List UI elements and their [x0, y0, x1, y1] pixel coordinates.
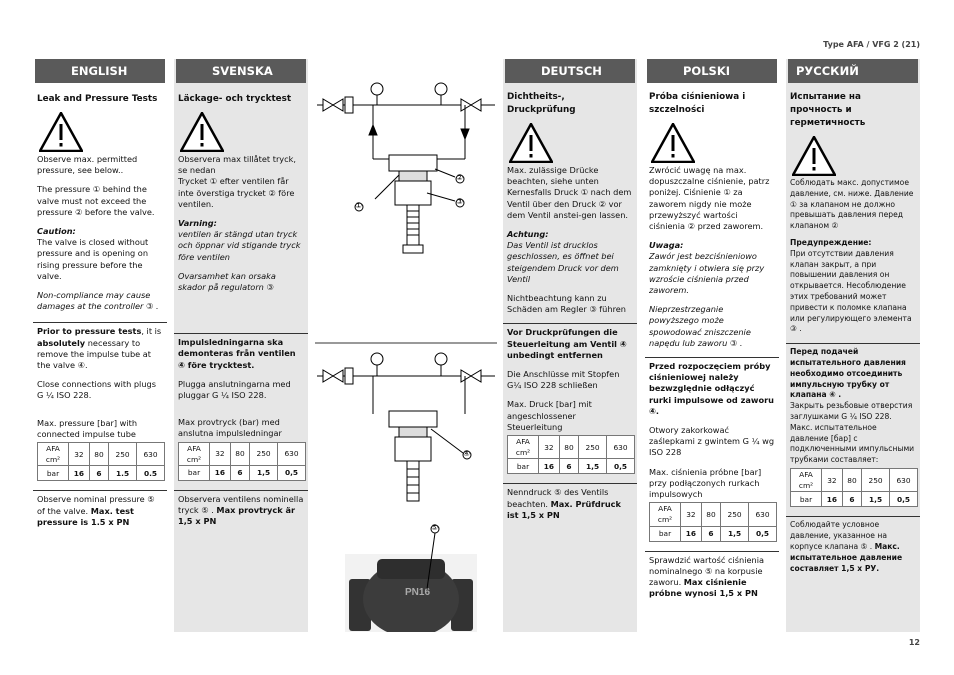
table-header-cell: AFA cm²	[791, 468, 822, 491]
paragraph: Max. Druck [bar] mit angeschlossener Steuerleitung	[507, 399, 592, 432]
callout-5: ⑤	[431, 523, 439, 532]
section-title: Испытание на прочность и герметичность	[790, 92, 866, 128]
paragraph: Nichtbeachtung kann zu Schäden am Regler ③ führen	[507, 293, 626, 315]
table-header-cell: AFA cm²	[38, 443, 69, 466]
paragraph: Plugga anslutningarna med pluggar G ¼ ISO 228.	[178, 378, 291, 401]
impulse-tube-diagram	[317, 353, 495, 501]
table-cell: 16	[539, 459, 560, 474]
pressure-table	[507, 435, 635, 474]
bold-text: Prior to pressure tests	[37, 326, 142, 337]
paragraph: The valve is closed without pressure and is opening on rising pressure before the valve.	[37, 237, 149, 281]
paragraph: Die Anschlüsse mit Stopfen G¼ ISO 228 schließen	[507, 369, 620, 391]
callout-4: ④	[463, 449, 471, 458]
table-cell: 6	[89, 466, 108, 481]
bold-text: Max ciśnienie próbne wynosi 1,5 x PN	[649, 577, 758, 599]
table-cell: 6	[842, 492, 861, 507]
table-header-cell: AFA cm²	[508, 436, 539, 459]
pn-marking: PN16	[405, 587, 431, 598]
table-header-cell: AFA cm²	[650, 503, 681, 526]
paragraph: Vor Druckprüfungen die Steuerleitung am Ventil ④ unbedingt entfernen	[507, 327, 627, 360]
caution-label: Varning:	[178, 218, 217, 229]
section-title: Próba ciśnieniowa i szczelności	[649, 92, 746, 115]
paragraph: Zawór jest bezciśnieniowo zamknięty i otwiera się przy wzroście ciśnienia przed zaworem.	[649, 251, 765, 296]
paragraph: Observera max tillåtet tryck, se nedan	[178, 154, 296, 176]
callout-2: ②	[456, 173, 464, 182]
text: , it is	[141, 326, 162, 337]
paragraph: Ovarsamhet kan orsaka skador på regulatorn ③	[178, 270, 276, 293]
table-cell: 0,5	[749, 526, 777, 541]
section-title: Läckage- och trycktest	[178, 94, 292, 104]
table-cell: 630	[278, 442, 306, 465]
table-cell: 32	[681, 503, 702, 526]
table-cell: 32	[210, 442, 231, 465]
paragraph: Observe max. permitted pressure, see below..	[37, 154, 138, 176]
pressure-test-diagram	[317, 83, 495, 253]
table-header-cell: bar	[508, 459, 539, 474]
paragraph: Trycket ① efter ventilen får inte överstiga trycket ② före ventilen.	[178, 176, 295, 209]
paragraph: Соблюдать макс. допустимое давление, см. ниже. Давление ① за клапаном не должно превышать давления перед клапаном ②	[790, 178, 914, 231]
column-deutsch	[503, 59, 637, 632]
text: Соблюдайте условное давление, указанное на корпусе клапана ⑤ .	[790, 520, 888, 551]
warning-triangle-icon	[651, 123, 695, 163]
table-cell: 80	[559, 436, 578, 459]
section-title: Leak and Pressure Tests	[37, 94, 158, 104]
table-cell: 32	[539, 436, 560, 459]
table-cell: 250	[109, 443, 137, 466]
column-header: DEUTSCH	[505, 59, 635, 83]
paragraph: Nieprzestrzeganie powyższego może spowodować zniszczenie napędu lub zaworu ③ .	[649, 304, 751, 348]
warning-triangle-icon	[509, 123, 553, 163]
table-cell: 0.5	[137, 466, 165, 481]
column-english	[33, 59, 167, 632]
table-cell: 1,5	[250, 466, 278, 481]
table-header-cell: bar	[38, 466, 69, 481]
table-cell: 6	[559, 459, 578, 474]
table-cell: 1,5	[579, 459, 607, 474]
section-title: Dichtheits-, Druckprüfung	[507, 92, 576, 115]
table-cell: 80	[89, 443, 108, 466]
table-cell: 80	[230, 442, 249, 465]
table-cell: 1,5	[721, 526, 749, 541]
warning-triangle-icon	[792, 136, 836, 176]
table-cell: 16	[69, 466, 90, 481]
pressure-table	[790, 468, 918, 507]
table-cell: 250	[862, 468, 890, 491]
column-polski	[645, 59, 779, 632]
text: Observera ventilens nominella tryck ⑤ .	[178, 494, 304, 516]
table-cell: 250	[579, 436, 607, 459]
paragraph: Max provtryck (bar) med anslutna impulsledningar	[178, 417, 282, 439]
divider	[503, 323, 637, 324]
table-header-cell: bar	[179, 466, 210, 481]
warning-triangle-icon	[39, 112, 83, 152]
paragraph: Impulsledningarna ska demonteras från ventilen ④ före trycktest.	[178, 337, 296, 370]
table-cell: 630	[890, 468, 918, 491]
table-header-cell: bar	[791, 492, 822, 507]
divider	[786, 343, 920, 344]
caution-label: Предупреждение:	[790, 237, 872, 247]
table-cell: 32	[822, 468, 843, 491]
text: Nenndruck ⑤ des Ventils beachten.	[507, 487, 609, 509]
paragraph: The pressure ① behind the valve must not exceed the pressure ② before the valve.	[37, 184, 155, 217]
bold-text: Max. Prüfdruck ist 1,5 x PN	[507, 498, 621, 520]
table-cell: 80	[701, 503, 720, 526]
table-cell: 1,5	[862, 492, 890, 507]
document-type-label: Type AFA / VFG 2 (21)	[823, 40, 920, 49]
table-header-cell: bar	[650, 526, 681, 541]
column-russian	[786, 59, 920, 632]
table-cell: 6	[230, 466, 249, 481]
column-header: РУССКИЙ	[788, 59, 918, 83]
caution-label: Uwaga:	[649, 240, 684, 251]
column-header: ENGLISH	[35, 59, 165, 83]
table-cell: 32	[69, 443, 90, 466]
warning-triangle-icon	[180, 112, 224, 152]
valve-body-photo	[345, 525, 477, 632]
bold-text: Max. test pressure is 1.5 x PN	[37, 505, 134, 527]
column-header: POLSKI	[647, 59, 777, 83]
table-cell: 630	[749, 503, 777, 526]
column-header: SVENSKA	[176, 59, 306, 83]
paragraph: Close connections with plugs G ¼ ISO 228.	[37, 379, 156, 401]
table-cell: 16	[210, 466, 231, 481]
table-cell: 0,5	[278, 466, 306, 481]
paragraph: Max. zulässige Drücke beachten, siehe unten Kernesfalls Druck ① nach dem Ventil über den Druck ② vor dem Ventil anstei-gen lassen.	[507, 165, 632, 220]
paragraph: Макс. испытательное давление [бар] с подключенными импульсными трубками составляет:	[790, 422, 915, 465]
paragraph: Non-compliance may cause damages at the controller ③ .	[37, 290, 159, 312]
table-cell: 250	[250, 442, 278, 465]
paragraph: ventilen är stängd utan tryck och öppnar vid stigande tryck före ventilen	[178, 229, 301, 262]
divider	[174, 333, 308, 334]
table-cell: 250	[721, 503, 749, 526]
paragraph: Zwrócić uwagę na max. dopuszczalne ciśnienie, patrz poniżej. Ciśnienie ① za zaworem nigdy nie może przewyższyć wartości ciśnienia ② przed zaworem.	[649, 165, 770, 232]
paragraph: Das Ventil ist drucklos geschlossen, es öffnet bei steigendem Druck vor dem Ventil	[507, 240, 619, 284]
figures-area	[315, 59, 497, 632]
divider	[33, 490, 167, 491]
text: Sprawdzić wartość ciśnienia nominalnego ⑤ na korpusie zaworu.	[649, 554, 765, 588]
pressure-table	[649, 502, 777, 541]
divider	[786, 516, 920, 517]
caution-label: Achtung:	[507, 229, 549, 240]
paragraph: Перед подачей испытательного давления необходимо отсоединить импульсную трубку от клапана ④ .	[790, 347, 906, 400]
table-cell: 630	[607, 436, 635, 459]
bold-text: absolutely	[37, 337, 86, 348]
table-cell: 6	[701, 526, 720, 541]
divider	[503, 483, 637, 484]
paragraph: При отсутствии давления клапан закрыт, а при повышении давления он открывается. Несоблюдение этих требований может привести к поломке клапана или регулирующего элемента ③ .	[790, 248, 912, 334]
table-header-cell: AFA cm²	[179, 442, 210, 465]
valve-diagrams	[315, 59, 497, 632]
page-number: 12	[908, 638, 920, 647]
table-cell: 16	[681, 526, 702, 541]
divider	[33, 322, 167, 323]
text: Observe nominal pressure ⑤ of the valve.	[37, 494, 155, 516]
divider	[174, 490, 308, 491]
bold-text: Max provtryck är 1,5 x PN	[178, 505, 296, 527]
callout-3: ③	[456, 197, 464, 206]
table-cell: 0,5	[607, 459, 635, 474]
paragraph: Max. pressure [bar] with connected impulse tube	[37, 417, 138, 439]
table-cell: 0,5	[890, 492, 918, 507]
pressure-table	[178, 442, 306, 481]
bold-text: Макс. испытательное давление составляет 1,5 x РУ.	[790, 541, 903, 573]
table-cell: 630	[137, 443, 165, 466]
paragraph: Закрыть резьбовые отверстия заглушками G ¼ ISO 228.	[790, 401, 913, 421]
pressure-table	[37, 442, 165, 481]
table-cell: 16	[822, 492, 843, 507]
callout-1: ①	[355, 201, 363, 210]
paragraph: Przed rozpoczęciem próby ciśnieniowej należy bezwzględnie odłączyć rurki impulsowe od zaworu ④.	[649, 361, 774, 416]
divider	[645, 551, 779, 552]
column-svenska	[174, 59, 308, 632]
paragraph: Max. ciśnienia próbne [bar] przy podłączonych rurkach impulsowych	[649, 466, 762, 500]
text: necessary to remove the impulse tube at the valve ④.	[37, 337, 152, 371]
divider	[645, 357, 779, 358]
caution-label: Caution:	[37, 226, 76, 237]
table-cell: 80	[842, 468, 861, 491]
paragraph: Otwory zakorkować zaślepkami z gwintem G ¼ wg ISO 228	[649, 425, 775, 458]
table-cell: 1.5	[109, 466, 137, 481]
